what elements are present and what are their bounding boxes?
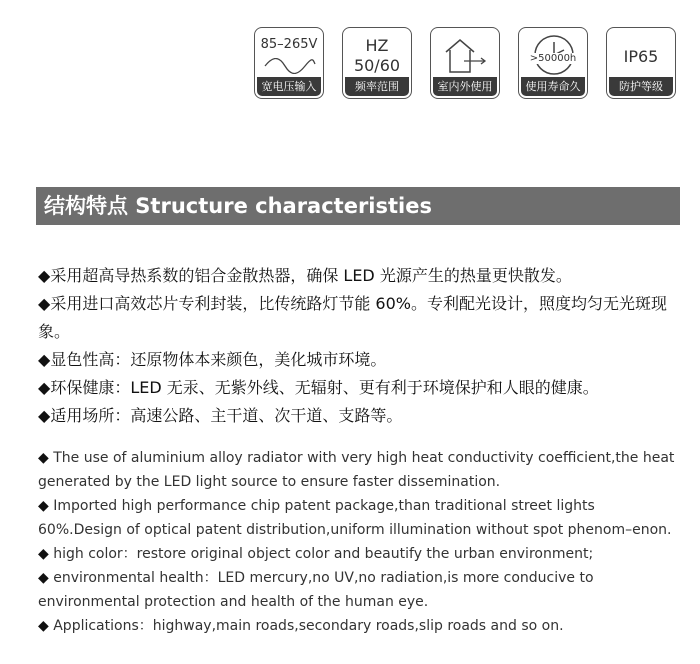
- indoor-outdoor-caption: 室内外使用: [433, 77, 497, 96]
- ip-rating-badge: [606, 27, 676, 99]
- section-banner: [36, 187, 680, 225]
- frequency-caption: 频率范围: [345, 77, 409, 96]
- lifespan-text: >50000h: [526, 53, 580, 64]
- voltage-badge: [254, 27, 324, 99]
- list-item: ◆适用场所：高速公路、主干道、次干道、支路等。: [38, 406, 403, 425]
- diamond-bullet-icon: ◆: [38, 450, 49, 466]
- chinese-feature-list: [38, 262, 688, 430]
- voltage-caption: 宽电压输入: [257, 77, 321, 96]
- english-feature-list: [38, 446, 680, 638]
- diamond-bullet-icon: ◆: [38, 570, 49, 586]
- list-item: ◆环保健康：LED 无汞、无紫外线、无辐射、更有利于环境保护和人眼的健康。: [38, 378, 599, 397]
- diamond-bullet-icon: ◆: [38, 378, 51, 397]
- lifespan-badge: [518, 27, 588, 99]
- frequency-unit-text: HZ: [365, 36, 389, 55]
- ip-rating-text: IP65: [623, 47, 659, 66]
- list-item: ◆ Applications：highway,main roads,secondary roads,slip roads and so on.: [38, 618, 564, 634]
- list-item: ◆ Imported high performance chip patent package,than traditional street lights 60%.Design of optical patent distribution,uniform illumination without spot phenom–enon.: [38, 498, 672, 538]
- sine-wave-icon: [263, 58, 317, 74]
- list-item: ◆显色性高：还原物体本来颜色，美化城市环境。: [38, 350, 387, 369]
- list-item: ◆采用进口高效芯片专利封装，比传统路灯节能 60%。专利配光设计，照度均匀无光斑现象。: [38, 294, 667, 341]
- list-item: ◆ high color：restore original object color and beautify the urban environment;: [38, 546, 594, 562]
- list-item: ◆ environmental health：LED mercury,no UV,no radiation,is more conducive to environmental protection and health of the human eye.: [38, 570, 594, 610]
- voltage-range-text: 85–265V: [260, 37, 318, 52]
- frequency-value-text: 50/60: [353, 56, 401, 75]
- diamond-bullet-icon: ◆: [38, 294, 51, 313]
- diamond-bullet-icon: ◆: [38, 406, 51, 425]
- ip-rating-caption: 防护等级: [609, 77, 673, 96]
- house-icon: [440, 34, 492, 76]
- indoor-outdoor-badge: [430, 27, 500, 99]
- diamond-bullet-icon: ◆: [38, 350, 51, 369]
- lifespan-caption: 使用寿命久: [521, 77, 585, 96]
- frequency-badge: [342, 27, 412, 99]
- list-item: ◆采用超高导热系数的铝合金散热器，确保 LED 光源产生的热量更快散发。: [38, 266, 572, 285]
- diamond-bullet-icon: ◆: [38, 618, 49, 634]
- diamond-bullet-icon: ◆: [38, 498, 49, 514]
- diamond-bullet-icon: ◆: [38, 546, 49, 562]
- list-item: ◆ The use of aluminium alloy radiator with very high heat conductivity coefficient,the heat generated by the LED light source to ensure faster dissemination.: [38, 450, 675, 490]
- section-title: 结构特点 Structure characteristies: [44, 194, 432, 218]
- diamond-bullet-icon: ◆: [38, 266, 51, 285]
